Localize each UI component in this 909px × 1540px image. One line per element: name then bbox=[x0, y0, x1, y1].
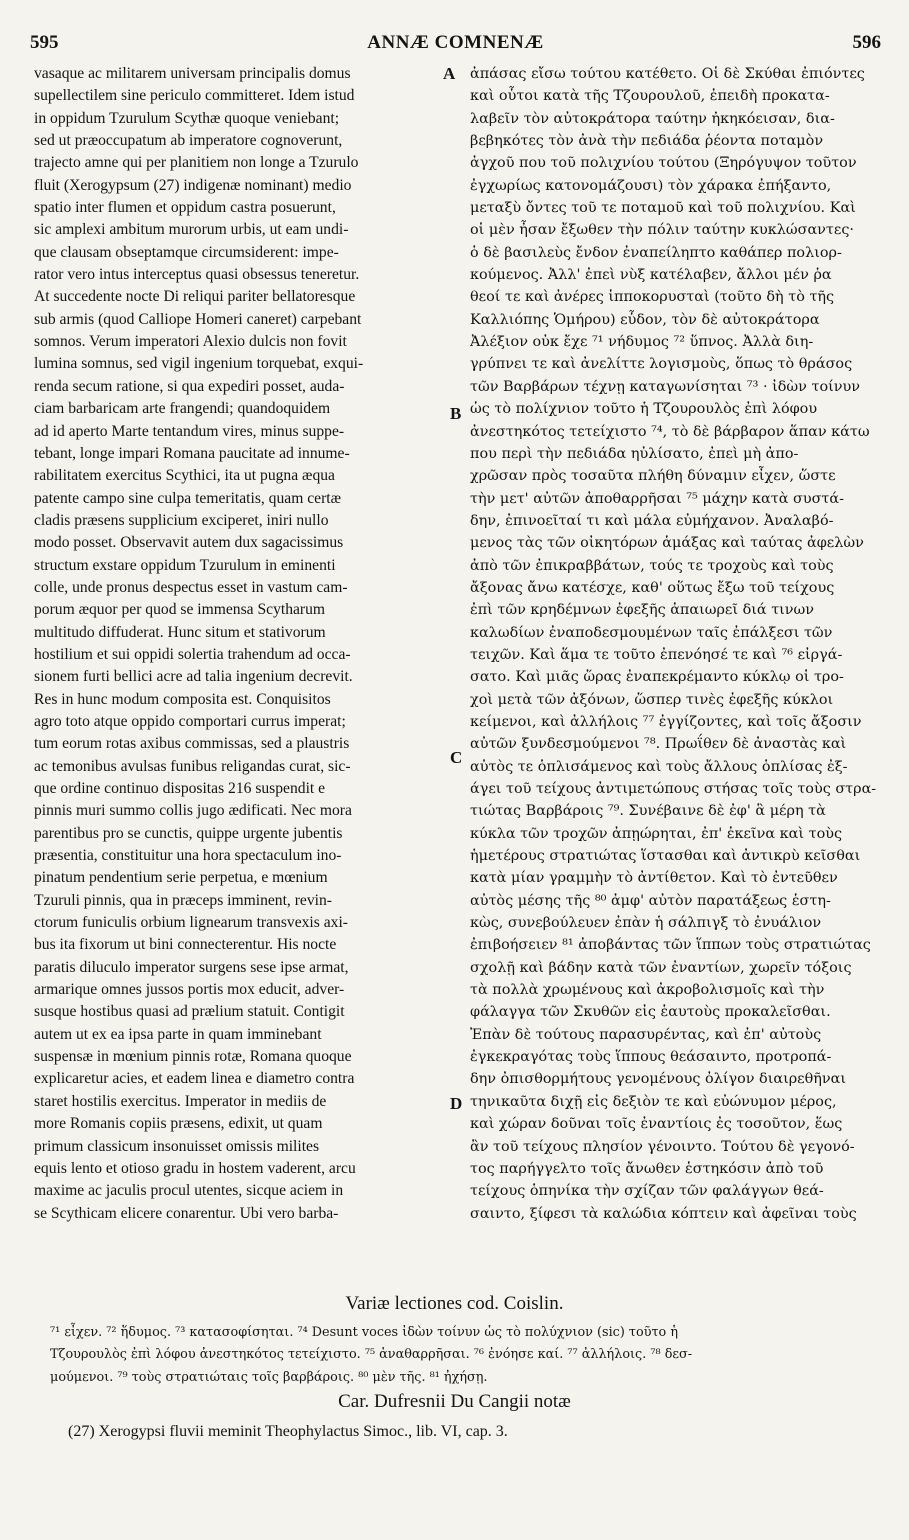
greek-text-line: ἄξονας ἄνω κατέσχε, καθ' οὕτως ἔξω τοῦ τείχους bbox=[470, 579, 835, 596]
latin-text-line: bus ita fixorum ut bini connecterentur. His nocte bbox=[34, 936, 337, 954]
greek-text-line: λαβεῖν τὸν αὐτοκράτορα ταύτην ἠκηκόεισαν, δια- bbox=[470, 110, 835, 127]
greek-text-line: τηνικαῦτα διχῇ εἰς δεξιὸν τε καὶ εὐώνυμον μέρος, bbox=[470, 1093, 837, 1110]
latin-text-line: parentibus pro se cunctis, quippe urgente jubentis bbox=[34, 824, 343, 842]
greek-text-line: αὐτὸς τε ὁπλισάμενος καὶ τοὺς ἄλλους ὁπλίσας ἐξ- bbox=[470, 758, 848, 775]
greek-text-line: χρῶσαν πρὸς τοσαῦτα πλήθη δύναμιν εἶχεν, ὥστε bbox=[470, 468, 836, 485]
latin-text-line: susque hostibus quasi ad prælium statuit. Contigit bbox=[34, 1003, 345, 1021]
greek-text-line: τὴν μετ' αὐτῶν ἀποθαρρῆσαι ⁷⁵ μάχην κατὰ συστά- bbox=[470, 490, 844, 507]
section-marker-a: A bbox=[443, 64, 456, 83]
variant-readings bbox=[50, 1322, 890, 1389]
latin-text-line: ciam barbaricam arte frangendi; quandoquidem bbox=[34, 400, 331, 418]
greek-text-line: δην, ἐπινοεῖταί τι καὶ μάλα εὐμήχανον. Ἀναλαβό- bbox=[470, 512, 834, 529]
latin-text-line: primum classicum insonuisset omissis milites bbox=[34, 1137, 320, 1155]
greek-text-line: τῶν Βαρβάρων τέχνῃ καταγωνίσηται ⁷³ · ἰδὼν τοίνυν bbox=[470, 378, 861, 395]
latin-text-line: suspensæ in mœnium pinnis rotæ, Romana quoque bbox=[34, 1048, 352, 1066]
latin-text-line: equis lento et otioso gradu in hostem vaderent, arcu bbox=[34, 1159, 356, 1177]
greek-text-line: άγει τοῦ τείχους ἀντιμετώπους στήσας τοῖς τοὺς στρα- bbox=[470, 781, 877, 797]
running-title: ANNÆ COMNENÆ bbox=[367, 32, 544, 53]
latin-column bbox=[34, 63, 444, 1225]
greek-text-line: ἀγχοῦ που τοῦ πολιχνίου τούτου (Ξηρόγυψον τοῦτον bbox=[470, 155, 857, 172]
latin-text-line: se Scythicam elicere conarentur. Ubi vero barba- bbox=[34, 1204, 339, 1222]
latin-text-line: maxime ac jaculis procul utentes, sicque aciem in bbox=[34, 1182, 344, 1200]
greek-text-line: μενος τὰς τῶν οἰκητόρων ἁμάξας καὶ ταύτας ἀφελὼν bbox=[470, 535, 864, 552]
greek-text-line: καλωδίων ἐναποδεσμουμένων ταῖς ἐπάλξεσι τῶν bbox=[470, 624, 833, 641]
latin-text-line: spatio inter flumen et oppidum castra posuerunt, bbox=[34, 199, 336, 217]
latin-text-line: cladis præsens supplicium exciperet, iniri nullo bbox=[34, 511, 329, 529]
greek-text-line: κατὰ μίαν γραμμὴν τὸ ἀντίθετον. Καὶ τὸ ἐντεῦθεν bbox=[470, 870, 838, 887]
greek-text-line: ὡς τὸ πολίχνιον τοῦτο ἡ Τζουρουλὸς ἐπὶ λόφου bbox=[470, 401, 818, 418]
greek-text-line: ἐγχωρίως κατονομάζουσι) τὸν χάρακα ἐπήξαντο, bbox=[470, 177, 832, 194]
greek-text-line: αὐτῶν ξυνδεσμούμενοι ⁷⁸. Πρωΐθεν δὲ ἀναστὰς καὶ bbox=[470, 736, 847, 753]
latin-text-line: lumina somnus, sed vigil ingenium torquebat, exqui- bbox=[34, 355, 364, 373]
variant-line: ⁷¹ εἶχεν. ⁷² ἥδυμος. ⁷³ κατασοφίσηται. ⁷⁴ Desunt voces ἰδὼν τοίνυν ὡς τὸ πολύχνιον (sic) τοῦτο ἡ bbox=[50, 1325, 678, 1340]
greek-text-line: ἂν τοῦ τείχους πλησίον γένοιντο. Τούτου δὲ γεγονό- bbox=[470, 1138, 855, 1155]
latin-text-line: ad id aperto Marte tentandum vires, minus suppe- bbox=[34, 422, 345, 440]
latin-text-line: structum exstare oppidum Tzurulum in eminenti bbox=[34, 556, 336, 574]
greek-text-line: κούμενος. Ἀλλ' ἐπεὶ νὺξ κατέλαβεν, ἄλλοι μέν ῥα bbox=[470, 267, 832, 284]
section-marker-d: D bbox=[450, 1094, 463, 1113]
latin-text-line: Res in hunc modum composita est. Conquisitos bbox=[34, 690, 331, 708]
greek-text-line: ἐπιβοήσειεν ⁸¹ ἀποβάντας τῶν ἵππων τοὺς στρατιώτας bbox=[470, 937, 871, 954]
latin-text-line: sionem furti bellici acre ad talia ingenium decrevit. bbox=[34, 668, 353, 686]
greek-text-line: αὐτὸς μέσης τῆς ⁸⁰ ἀμφ' αὐτὸν παρατάξεως ἑστη- bbox=[470, 892, 831, 909]
latin-text-line: que ordine continuo dispositas 216 suspendit e bbox=[34, 780, 326, 797]
greek-text-line: τειχῶν. Καὶ ἅμα τε τοῦτο ἐπενόησέ τε καὶ ⁷⁶ εἰργά- bbox=[470, 646, 843, 663]
greek-text-line: σατο. Καὶ μιᾶς ὥρας ἐναπεκρέμαντο κύκλῳ οἱ τρο- bbox=[470, 669, 844, 686]
latin-text-line: rabilitatem exercitus Scythici, ita ut pugna æqua bbox=[34, 467, 335, 485]
latin-text-line: colle, unde pronus despectus esset in vastum cam- bbox=[34, 578, 348, 596]
greek-text-line: ἐπὶ τῶν κρηδέμνων ἐφεξῆς ἀπαιωρεῖ διά τινων bbox=[470, 602, 815, 619]
greek-text-line: γρύπνει τε καὶ ἀνελίττε λογισμοὺς, ὅπως τὸ θράσος bbox=[470, 356, 853, 373]
greek-text-line: χοὶ μετὰ τῶν ἀξόνων, ὥσπερ τινὲς ἐφεξῆς κύκλοι bbox=[470, 691, 834, 708]
greek-text-line: καὶ χώραν δοῦναι τοῖς ἐναντίοις ἐς τοσοῦτον, ἕως bbox=[470, 1116, 843, 1133]
latin-text-line: que clausam obseptamque circumsiderent: impe- bbox=[34, 243, 339, 261]
latin-text-line: tum eorum rotas axibus commissas, sed a plaustris bbox=[34, 735, 350, 753]
latin-text-line: pinatum pendentium serie perpetua, e mœnium bbox=[34, 869, 328, 887]
latin-text-line: porum æquor per quod se immensa Scytharum bbox=[34, 601, 326, 619]
variant-line: μούμενοι. ⁷⁹ τοὺς στρατιώταις τοῖς βαρβάροις. ⁸⁰ μὲν τῆς. ⁸¹ ἠχήσῃ. bbox=[50, 1369, 488, 1385]
greek-text-line: σαιντο, ξίφεσι τὰ καλώδια κόπτειν καὶ ἀφεῖναι τοὺς bbox=[470, 1205, 857, 1222]
greek-text-line: οἱ μὲν ἦσαν ἔξωθεν τὴν πόλιν ταύτην κυκλώσαντες· bbox=[470, 222, 854, 239]
latin-text-line: sed ut præoccupatum ab imperatore cognoverunt, bbox=[34, 132, 343, 150]
latin-text-line: sub armis (quod Calliope Homeri caneret) carpebant bbox=[34, 310, 362, 328]
latin-text-line: sic amplexi ambitum murorum urbis, ut eam undi- bbox=[34, 221, 349, 239]
page-header bbox=[30, 30, 881, 56]
greek-text-line: βεβηκότες τὸν ἀνὰ τὴν πεδιάδα ῥέοντα ποταμὸν bbox=[470, 133, 824, 150]
greek-text-line: δην ὀπισθορμήτους γενομένους ὀλίγον διαιρεθῆναι bbox=[470, 1071, 847, 1088]
latin-text-line: vasaque ac militarem universam principalis domus bbox=[34, 65, 351, 82]
greek-text-line: ἡμετέρους στρατιώτας ἵστασθαι καὶ ἀντικρὺ κεῖσθαι bbox=[470, 848, 861, 865]
greek-column bbox=[470, 63, 880, 1225]
greek-text-line: ὁ δὲ βασιλεὺς ἔνδον ἐναπείληπτο καθάπερ πολιορ- bbox=[470, 244, 842, 261]
section-marker-c: C bbox=[450, 748, 463, 767]
latin-text-line: supellectilem sine periculo committeret. Idem istud bbox=[34, 87, 355, 105]
greek-text-line: Ἐπὰν δὲ τούτους παρασυρέντας, καὶ ἐπ' αὐτοὺς bbox=[470, 1026, 822, 1043]
latin-text-line: somnos. Verum imperatori Alexio dulcis non fovit bbox=[34, 333, 347, 351]
latin-text-line: renda secum ratione, si qua expediri posset, auda- bbox=[34, 377, 345, 395]
greek-text-line: ἀπὸ τῶν ἐπικραββάτων, τούς τε τροχοὺς καὶ τοὺς bbox=[470, 557, 834, 574]
greek-text-line: κείμενοι, καὶ ἀλλήλοις ⁷⁷ ἐγγίζοντες, καὶ τοῖς ἄξοσιν bbox=[470, 713, 862, 730]
greek-text-line: Ἀλέξιον οὐκ ἔχε ⁷¹ νήδυμος ⁷² ὕπνος. Ἀλλὰ διη- bbox=[470, 334, 814, 351]
greek-text-line: σχολῇ καὶ βάδην κατὰ τῶν ἐναντίων, χωρεῖν τόξοις bbox=[470, 959, 852, 976]
latin-text-line: rator vero intus interceptus quasi obsessus teneretur. bbox=[34, 266, 360, 284]
latin-text-line: fluit (Xerogypsum (27) indigenæ nominant) medio bbox=[34, 176, 352, 194]
variant-line: Τζουρουλὸς ἐπὶ λόφου ἀνεστηκότος τετείχιστο. ⁷⁵ ἀναθαρρῆσαι. ⁷⁶ ἐνόησε καί. ⁷⁷ ἀλλήλοις. ⁷⁸ δεσ- bbox=[50, 1347, 693, 1363]
latin-text-line: pinnis muri summo collis jugo ædificati. Nec mora bbox=[34, 802, 352, 820]
greek-text-line: τείχους ὁπηνίκα τὴν σχίζαν τῶν φαλάγγων θεά- bbox=[470, 1183, 824, 1200]
latin-text-line: staret hostilis exercitus. Imperator in mediis de bbox=[34, 1092, 327, 1110]
greek-text-line: Καλλιόπης Ὁμήρου) εὗδον, τὸν δὲ αὐτοκράτορα bbox=[470, 311, 820, 328]
latin-text-line: autem ut ex ea ipsa parte in quam imminebant bbox=[34, 1025, 322, 1043]
latin-text-line: armarique omnes jussos portis mox educit, adver- bbox=[34, 981, 345, 999]
greek-text-line: φάλαγγα τῶν Σκυθῶν εἰς ἑαυτοὺς προκαλεῖσθαι. bbox=[470, 1004, 831, 1021]
notes-heading: Car. Dufresnii Du Cangii notæ bbox=[338, 1391, 571, 1412]
latin-text-line: At succedente nocte Di reliqui pariter bellatoresque bbox=[34, 288, 356, 306]
latin-text-line: præsentia, constituitur una hora spectaculum ino- bbox=[34, 847, 342, 865]
section-marker-b: B bbox=[450, 404, 462, 423]
greek-text-line: που περὶ τὴν πεδιάδα ηὐλίσατο, ἐπεὶ μὴ ἀπο- bbox=[470, 445, 799, 462]
greek-text-line: τος παρήγγελτο τοῖς ἄνωθεν ἑστηκόσιν ἀπὸ τοῦ bbox=[470, 1160, 824, 1177]
greek-text-line: μεταξὺ ὄντες τοῦ τε ποταμοῦ καὶ τοῦ πολιχνίου. Καὶ bbox=[470, 200, 856, 217]
latin-text-line: Tzuruli pinnis, qua in præceps imminent, revin- bbox=[34, 891, 332, 909]
footnote-27: (27) Xerogypsi fluvii meminit Theophylactus Simoc., lib. VI, cap. 3. bbox=[68, 1423, 508, 1440]
page-number-left: 595 bbox=[30, 32, 59, 53]
page-number-right: 596 bbox=[852, 32, 881, 53]
latin-text-line: in oppidum Tzurulum Scythæ quoque veniebant; bbox=[34, 109, 340, 127]
latin-text-line: patente campo sine culpa temeritatis, quam certæ bbox=[34, 489, 341, 507]
latin-text-line: modo posset. Observavit autem dux sagacissimus bbox=[34, 534, 344, 552]
latin-text-line: multitudo diffuderat. Hunc situm et stativorum bbox=[34, 623, 326, 641]
latin-text-line: ac temonibus avulsas funibus religandas curat, sic- bbox=[34, 757, 351, 775]
latin-text-line: more Romanis copiis præsens, edixit, ut quam bbox=[34, 1115, 323, 1133]
latin-text-line: hostilium et sui oppidi solertia trahendum ad occa- bbox=[34, 645, 351, 663]
latin-text-line: ctorum funiculis orbium lignearum transvexis axi- bbox=[34, 914, 348, 932]
latin-text-line: agro toto atque oppido comportari currus imperat; bbox=[34, 712, 346, 730]
latin-text-line: explicaretur acies, et eadem linea e diametro contra bbox=[34, 1070, 355, 1088]
greek-text-line: θεοί τε καὶ ἀνέρες ἱπποκορυσταὶ (τοῦτο δὴ τὸ τῆς bbox=[470, 289, 835, 306]
greek-text-line: κύκλα τῶν τροχῶν ἀπῃώρηται, ἐπ' ἐκεῖνα καὶ τοὺς bbox=[470, 825, 843, 842]
greek-text-line: τὰ πολλὰ χρωμένους καὶ ἀκροβολισμοῖς καὶ τὴν bbox=[470, 982, 825, 999]
latin-text-line: paratis diluculo imperator surgens sese ipse armat, bbox=[34, 958, 349, 976]
greek-text-line: ἀνεστηκότος τετείχιστο ⁷⁴, τὸ δὲ βάρβαρον ἅπαν κάτω bbox=[470, 423, 870, 440]
greek-text-line: ἐγκεκραγότας τοὺς ἵππους θεάσαιντο, προτροπά- bbox=[470, 1049, 832, 1066]
greek-text-line: καὶ οὗτοι κατὰ τῆς Τζουρουλοῦ, ἐπειδὴ προκατα- bbox=[470, 88, 830, 105]
latin-text-line: trajecto amne qui per planitiem non longe a Tzurulo bbox=[34, 154, 359, 172]
greek-text-line: ἀπάσας εἴσω τούτου κατέθετο. Οἱ δὲ Σκύθαι ἐπιόντες bbox=[470, 66, 865, 82]
greek-text-line: κὼς, συνεβούλευεν ἐπὰν ἡ σάλπιγξ τὸ ἐνυάλιον bbox=[470, 915, 822, 932]
variants-heading: Variæ lectiones cod. Coislin. bbox=[345, 1293, 564, 1314]
latin-text-line: tebant, longe impari Romana paucitate ad innume- bbox=[34, 444, 350, 462]
greek-text-line: τιώτας Βαρβάροις ⁷⁹. Συνέβαινε δὲ ἐφ' ἃ μέρη τὰ bbox=[470, 803, 826, 820]
